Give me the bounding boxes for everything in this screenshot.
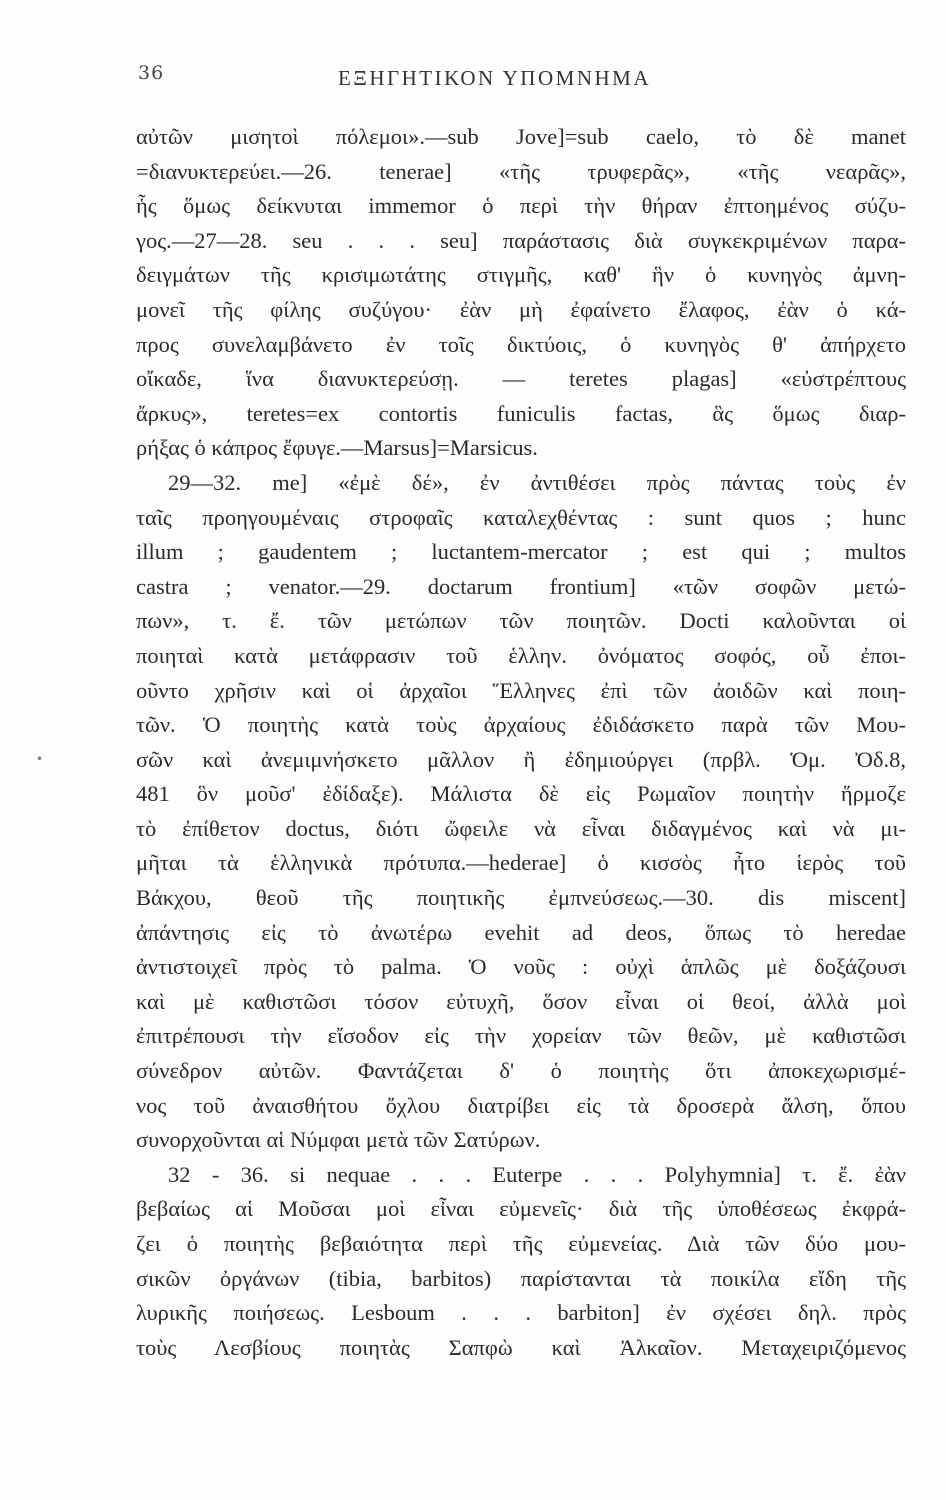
text-line: Βάκχου, θεοῦ τῆς ποιητικῆς ἐμπνεύσεως.—30. dis miscent] (136, 885, 906, 911)
text-line: ταῖς προηγουμέναις στροφαῖς καταλεχθέντας : sunt quos ; hunc (136, 504, 906, 530)
text-line: τῶν. Ὁ ποιητὴς κατὰ τοὺς ἀρχαίους ἐδιδάσκετο παρὰ τῶν Μου- (136, 712, 906, 738)
text-line: ἀντιστοιχεῖ πρὸς τὸ palma. Ὁ νοῦς : οὐχὶ ἁπλῶς μὲ δοξάζουσι (136, 954, 906, 980)
text-line: αὐτῶν μισητοὶ πόλεμοι».—sub Jove]=sub caelo, τὸ δὲ manet (136, 124, 906, 149)
text-line: 481 ὃν μοῦσ' ἐδίδαξε). Μάλιστα δὲ εἰς Ρωμαῖον ποιητὴν ἥρμοζε (136, 781, 906, 807)
text-line: τὸ ἐπίθετον doctus, διότι ὤφειλε νὰ εἶναι διδαγμένος καὶ νὰ μι- (136, 815, 906, 841)
text-line: ἐπιτρέπουσι τὴν εἴσοδον εἰς τὴν χορείαν τῶν θεῶν, μὲ καθιστῶσι (136, 1023, 906, 1049)
text-line: ἀπάντησις εἰς τὸ ἀνωτέρω evehit ad deos, ὅπως τὸ heredae (136, 919, 906, 945)
text-line: λυρικῆς ποιήσεως. Lesboum . . . barbiton] ἐν σχέσει δηλ. πρὸς (136, 1300, 906, 1326)
text-line: πων», τ. ἔ. τῶν μετώπων τῶν ποιητῶν. Docti καλοῦνται οἱ (136, 608, 906, 634)
text-line: καὶ μὲ καθιστῶσι τόσον εὐτυχῆ, ὅσον εἶναι οἱ θεοί, ἀλλὰ μοὶ (136, 988, 906, 1014)
margin-mark: • (36, 752, 44, 766)
text-line: οῦντο χρῆσιν καὶ οἱ ἀρχαῖοι Ἕλληνες ἐπὶ τῶν ἀοιδῶν καὶ ποιη- (136, 677, 906, 703)
text-line: ρήξας ὁ κάπρος ἔφυγε.—Marsus]=Marsicus. (136, 435, 538, 461)
text-line: σικῶν ὀργάνων (tibia, barbitos) παρίστανται τὰ ποικίλα εἴδη τῆς (136, 1265, 906, 1291)
text-line: γος.—27—28. seu . . . seu] παράστασις διὰ συγκεκριμένων παρα- (136, 227, 906, 253)
running-head: ΕΞΗΓΗΤΙΚΟΝ ΥΠΟΜΝΗΜΑ (338, 66, 651, 90)
text-line: ἧς ὅμως δείκνυται immemor ὁ περὶ τὴν θήραν ἐπτοημένος σύζυ- (136, 193, 906, 219)
text-line: σῶν καὶ ἀνεμιμνήσκετο μᾶλλον ἢ ἐδημιούργει (πρβλ. Ὁμ. Ὀδ.8, (136, 746, 906, 772)
text-line: βεβαίως αἱ Μοῦσαι μοὶ εἶναι εὐμενεῖς· διὰ τῆς ὑποθέσεως ἐκφρά- (136, 1196, 906, 1222)
page-number: 36 (138, 62, 165, 84)
text-line: τοὺς Λεσβίους ποιητὰς Σαπφὼ καὶ Ἀλκαῖον. Μεταχειριζόμενος (136, 1334, 906, 1360)
text-line: μῆται τὰ ἑλληνικὰ πρότυπα.—hederae] ὁ κισσὸς ἦτο ἱερὸς τοῦ (136, 850, 906, 876)
text-line: οἴκαδε, ἵνα διανυκτερεύσῃ. — teretes plagas] «εὐστρέπτους (136, 366, 906, 392)
page-header (128, 62, 886, 98)
text-line: 29—32. me] «ἐμὲ δέ», ἐν ἀντιθέσει πρὸς πάντας τοὺς ἐν (168, 469, 906, 495)
text-line: νος τοῦ ἀναισθήτου ὄχλου διατρίβει εἰς τὰ δροσερὰ ἄλση, ὅπου (136, 1092, 906, 1118)
text-line: σύνεδρον αὐτῶν. Φαντάζεται δ' ὁ ποιητὴς ὅτι ἀποκεχωρισμέ- (136, 1058, 906, 1084)
text-line: 32 - 36. si nequae . . . Euterpe . . . Polyhymnia] τ. ἔ. ἐὰν (168, 1161, 906, 1187)
text-line: castra ; venator.—29. doctarum frontium] «τῶν σοφῶν μετώ- (136, 573, 906, 599)
text-line: ἄρκυς», teretes=ex contortis funiculis factas, ἃς ὅμως διαρ- (136, 400, 906, 426)
commentary-text (136, 120, 906, 1365)
text-line: προς συνελαμβάνετο ἐν τοῖς δικτύοις, ὁ κυνηγὸς θ' ἀπήρχετο (136, 331, 906, 357)
text-line: δειγμάτων τῆς κρισιμωτάτης στιγμῆς, καθ' ἣν ὁ κυνηγὸς ἀμνη- (136, 262, 906, 288)
text-line: =διανυκτερεύει.—26. tenerae] «τῆς τρυφερᾶς», «τῆς νεαρᾶς», (136, 158, 906, 184)
text-line: ποιηταὶ κατὰ μετάφρασιν τοῦ ἑλλην. ὀνόματος σοφός, οὗ ἐποι- (136, 642, 906, 668)
text-line: ζει ὁ ποιητὴς βεβαιότητα περὶ τῆς εὐμενείας. Διὰ τῶν δύο μου- (136, 1231, 906, 1256)
text-line: illum ; gaudentem ; luctantem-mercator ; est qui ; multos (136, 539, 906, 565)
text-line: συνορχοῦνται αἱ Νύμφαι μετὰ τῶν Σατύρων. (136, 1127, 541, 1153)
text-line: μονεῖ τῆς φίλης συζύγου· ἐὰν μὴ ἐφαίνετο ἔλαφος, ἐὰν ὁ κά- (136, 296, 906, 322)
